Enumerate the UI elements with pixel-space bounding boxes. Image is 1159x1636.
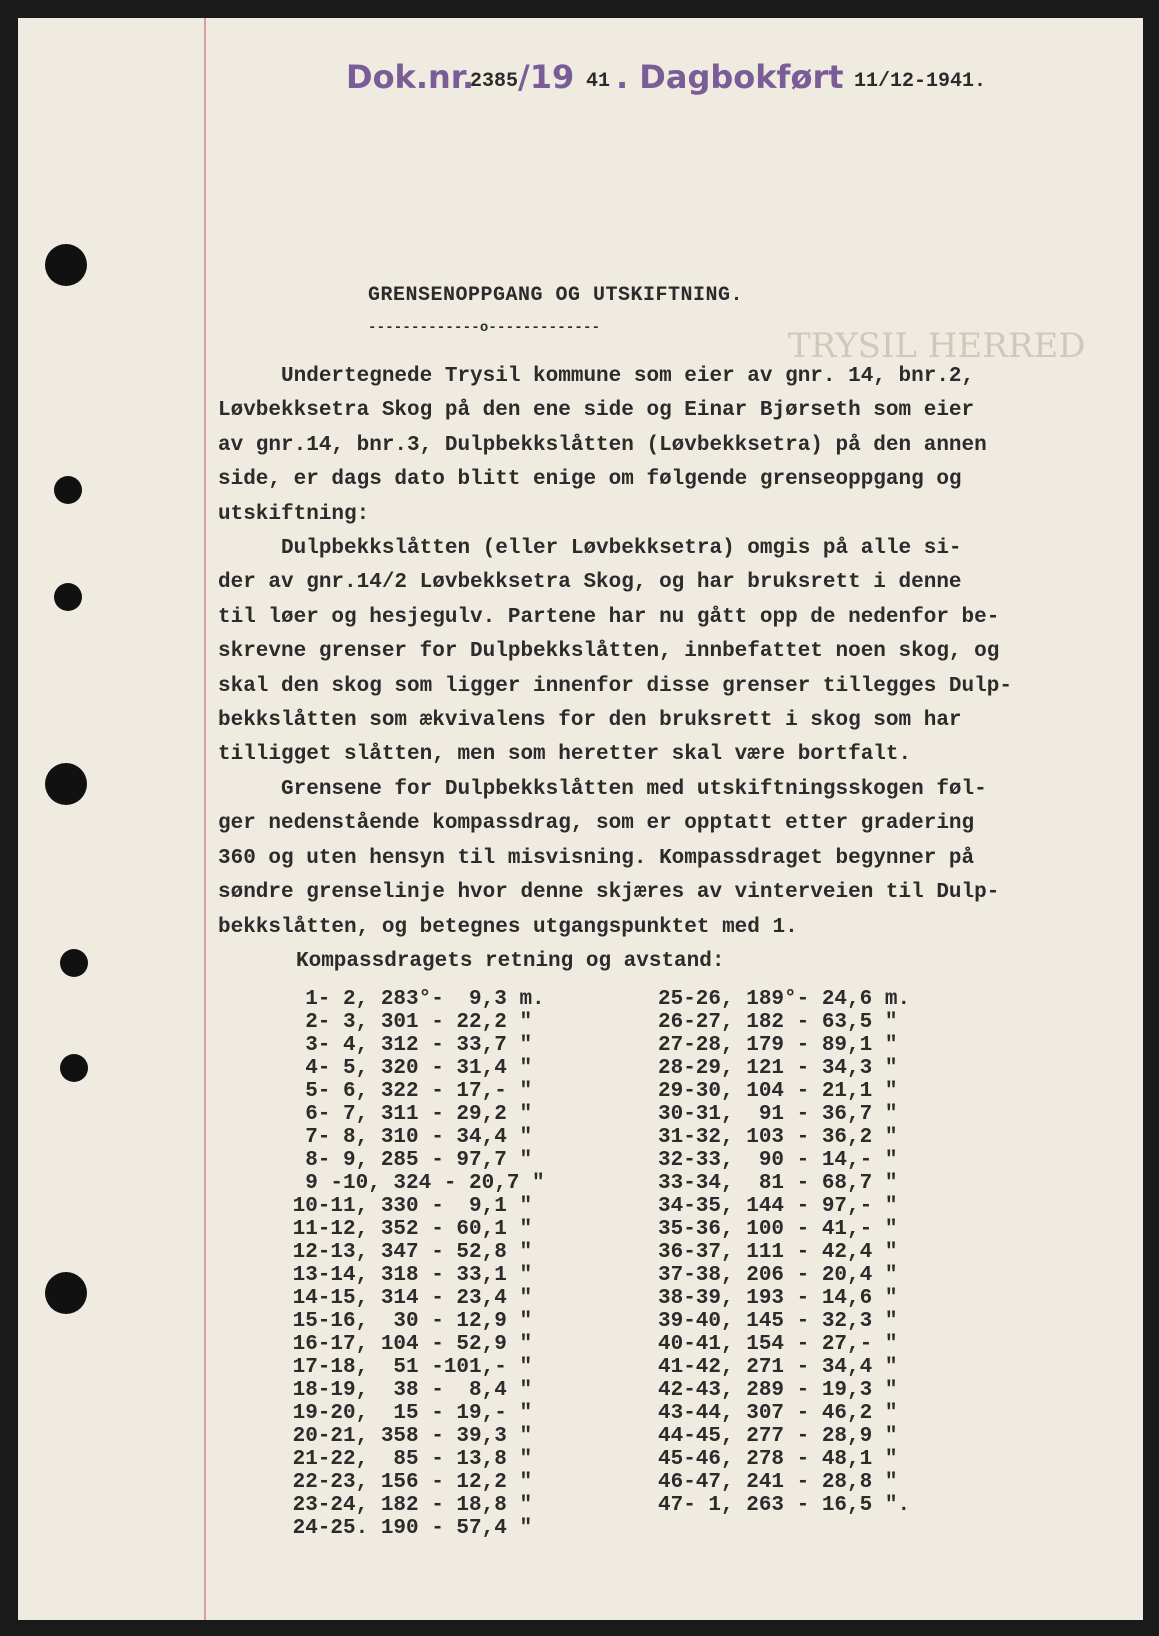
compass-row: 2- 3, 301 - 22,2 " (280, 1011, 533, 1034)
text-line: side, er dags dato blitt enige om følgende grenseoppgang og (218, 468, 962, 492)
compass-row: 22-23, 156 - 12,2 " (280, 1471, 533, 1494)
compass-row: 7- 8, 310 - 34,4 " (280, 1126, 533, 1149)
punch-hole (54, 476, 82, 504)
compass-row: 6- 7, 311 - 29,2 " (280, 1103, 533, 1126)
compass-left-column (280, 988, 545, 1540)
text-line: av gnr.14, bnr.3, Dulpbekkslåtten (Løvbekksetra) på den annen (218, 433, 987, 457)
text-line: bekkslåtten, og betegnes utgangspunktet med 1. (218, 915, 798, 939)
compass-row: 31-32, 103 - 36,2 " (658, 1126, 898, 1149)
compass-row: 8- 9, 285 - 97,7 " (280, 1149, 533, 1172)
compass-right-column (658, 988, 910, 1517)
text-line: Grensene for Dulpbekkslåtten med utskiftningsskogen føl- (218, 778, 987, 801)
compass-row: 9 -10, 324 - 20,7 " (280, 1172, 545, 1195)
compass-row: 10-11, 330 - 9,1 " (280, 1195, 533, 1218)
compass-row: 44-45, 277 - 28,9 " (658, 1425, 898, 1448)
compass-row: 46-47, 241 - 28,8 " (658, 1471, 898, 1494)
compass-row: 5- 6, 322 - 17,- " (280, 1080, 533, 1103)
compass-row: 14-15, 314 - 23,4 " (280, 1287, 533, 1310)
compass-row: 27-28, 179 - 89,1 " (658, 1034, 898, 1057)
compass-row: 32-33, 90 - 14,- " (658, 1149, 898, 1172)
compass-row: 40-41, 154 - 27,- " (658, 1333, 898, 1356)
compass-row: 37-38, 206 - 20,4 " (658, 1264, 898, 1287)
compass-row: 16-17, 104 - 52,9 " (280, 1333, 533, 1356)
compass-row: 19-20, 15 - 19,- " (280, 1402, 533, 1425)
compass-row: 45-46, 278 - 48,1 " (658, 1448, 898, 1471)
compass-row: 11-12, 352 - 60,1 " (280, 1218, 533, 1241)
margin-line (204, 18, 206, 1620)
compass-row: 12-13, 347 - 52,8 " (280, 1241, 533, 1264)
text-line: Undertegnede Trysil kommune som eier av gnr. 14, bnr.2, (218, 365, 975, 388)
paragraph-3 (218, 773, 1118, 945)
compass-row: 24-25. 190 - 57,4 " (280, 1517, 533, 1540)
stamp-dok-label: Dok.nr. (346, 58, 475, 96)
text-line: skrevne grenser for Dulpbekkslåtten, innbefattet noen skog, og (218, 640, 1000, 664)
compass-row: 23-24, 182 - 18,8 " (280, 1494, 533, 1517)
compass-row: 25-26, 189°- 24,6 m. (658, 988, 911, 1011)
punch-hole (45, 763, 87, 805)
compass-row: 26-27, 182 - 63,5 " (658, 1011, 898, 1034)
compass-row: 15-16, 30 - 12,9 " (280, 1310, 533, 1333)
text-line: skal den skog som ligger innenfor disse grenser tillegges Dulp- (218, 674, 1012, 698)
title-underline: -------------o------------- (368, 320, 601, 336)
text-line: ger nedenstående kompassdrag, som er opptatt etter gradering (218, 812, 975, 836)
text-line: tilligget slåtten, men som heretter skal være bortfalt. (218, 743, 912, 767)
compass-row: 29-30, 104 - 21,1 " (658, 1080, 898, 1103)
compass-row: 38-39, 193 - 14,6 " (658, 1287, 898, 1310)
stamp-slash-year: /19 (518, 58, 575, 96)
compass-row: 35-36, 100 - 41,- " (658, 1218, 898, 1241)
compass-row: 17-18, 51 -101,- " (280, 1356, 533, 1379)
punch-hole (54, 583, 82, 611)
compass-row: 20-21, 358 - 39,3 " (280, 1425, 533, 1448)
registration-date: 11/12-1941. (854, 70, 987, 93)
punch-hole (45, 1272, 87, 1314)
compass-table-heading: Kompassdragets retning og avstand: (296, 950, 725, 973)
punch-hole (60, 949, 88, 977)
text-line: der av gnr.14/2 Løvbekksetra Skog, og har bruksrett i denne (218, 571, 962, 595)
doc-number: 2385 (470, 70, 519, 93)
text-line: søndre grenselinje hvor denne skjæres av vinterveien til Dulp- (218, 881, 1000, 905)
text-line: til løer og hesjegulv. Partene har nu gått opp de nedenfor be- (218, 605, 1000, 629)
document-page (18, 18, 1143, 1620)
compass-row: 21-22, 85 - 13,8 " (280, 1448, 533, 1471)
compass-row: 30-31, 91 - 36,7 " (658, 1103, 898, 1126)
show-through-stamp: TRYSIL HERRED (788, 326, 1086, 366)
compass-row: 41-42, 271 - 34,4 " (658, 1356, 898, 1379)
paragraph-1 (218, 360, 1118, 532)
compass-row: 1- 2, 283°- 9,3 m. (280, 988, 545, 1011)
punch-hole (60, 1054, 88, 1082)
text-line: Løvbekksetra Skog på den ene side og Einar Bjørseth som eier (218, 399, 975, 423)
text-line: 360 og uten hensyn til misvisning. Kompassdraget begynner på (218, 846, 975, 870)
punch-hole (45, 244, 87, 286)
paragraph-2 (218, 532, 1118, 773)
compass-row: 42-43, 289 - 19,3 " (658, 1379, 898, 1402)
compass-row: 33-34, 81 - 68,7 " (658, 1172, 898, 1195)
text-line: utskiftning: (218, 502, 370, 526)
year-suffix: 41 (586, 70, 611, 93)
compass-row: 43-44, 307 - 46,2 " (658, 1402, 898, 1425)
document-title: GRENSENOPPGANG OG UTSKIFTNING. (368, 284, 744, 307)
stamp-dagbokfort-label: . Dagbokført (616, 58, 844, 96)
text-line: bekkslåtten som ækvivalens for den bruksrett i skog som har (218, 709, 962, 733)
compass-row: 28-29, 121 - 34,3 " (658, 1057, 898, 1080)
compass-row: 4- 5, 320 - 31,4 " (280, 1057, 533, 1080)
compass-row: 39-40, 145 - 32,3 " (658, 1310, 898, 1333)
compass-row: 36-37, 111 - 42,4 " (658, 1241, 898, 1264)
compass-row: 13-14, 318 - 33,1 " (280, 1264, 533, 1287)
compass-row: 34-35, 144 - 97,- " (658, 1195, 898, 1218)
compass-row: 18-19, 38 - 8,4 " (280, 1379, 533, 1402)
compass-row: 3- 4, 312 - 33,7 " (280, 1034, 533, 1057)
compass-row: 47- 1, 263 - 16,5 ". (658, 1494, 911, 1517)
text-line: Dulpbekkslåtten (eller Løvbekksetra) omgis på alle si- (218, 537, 962, 560)
